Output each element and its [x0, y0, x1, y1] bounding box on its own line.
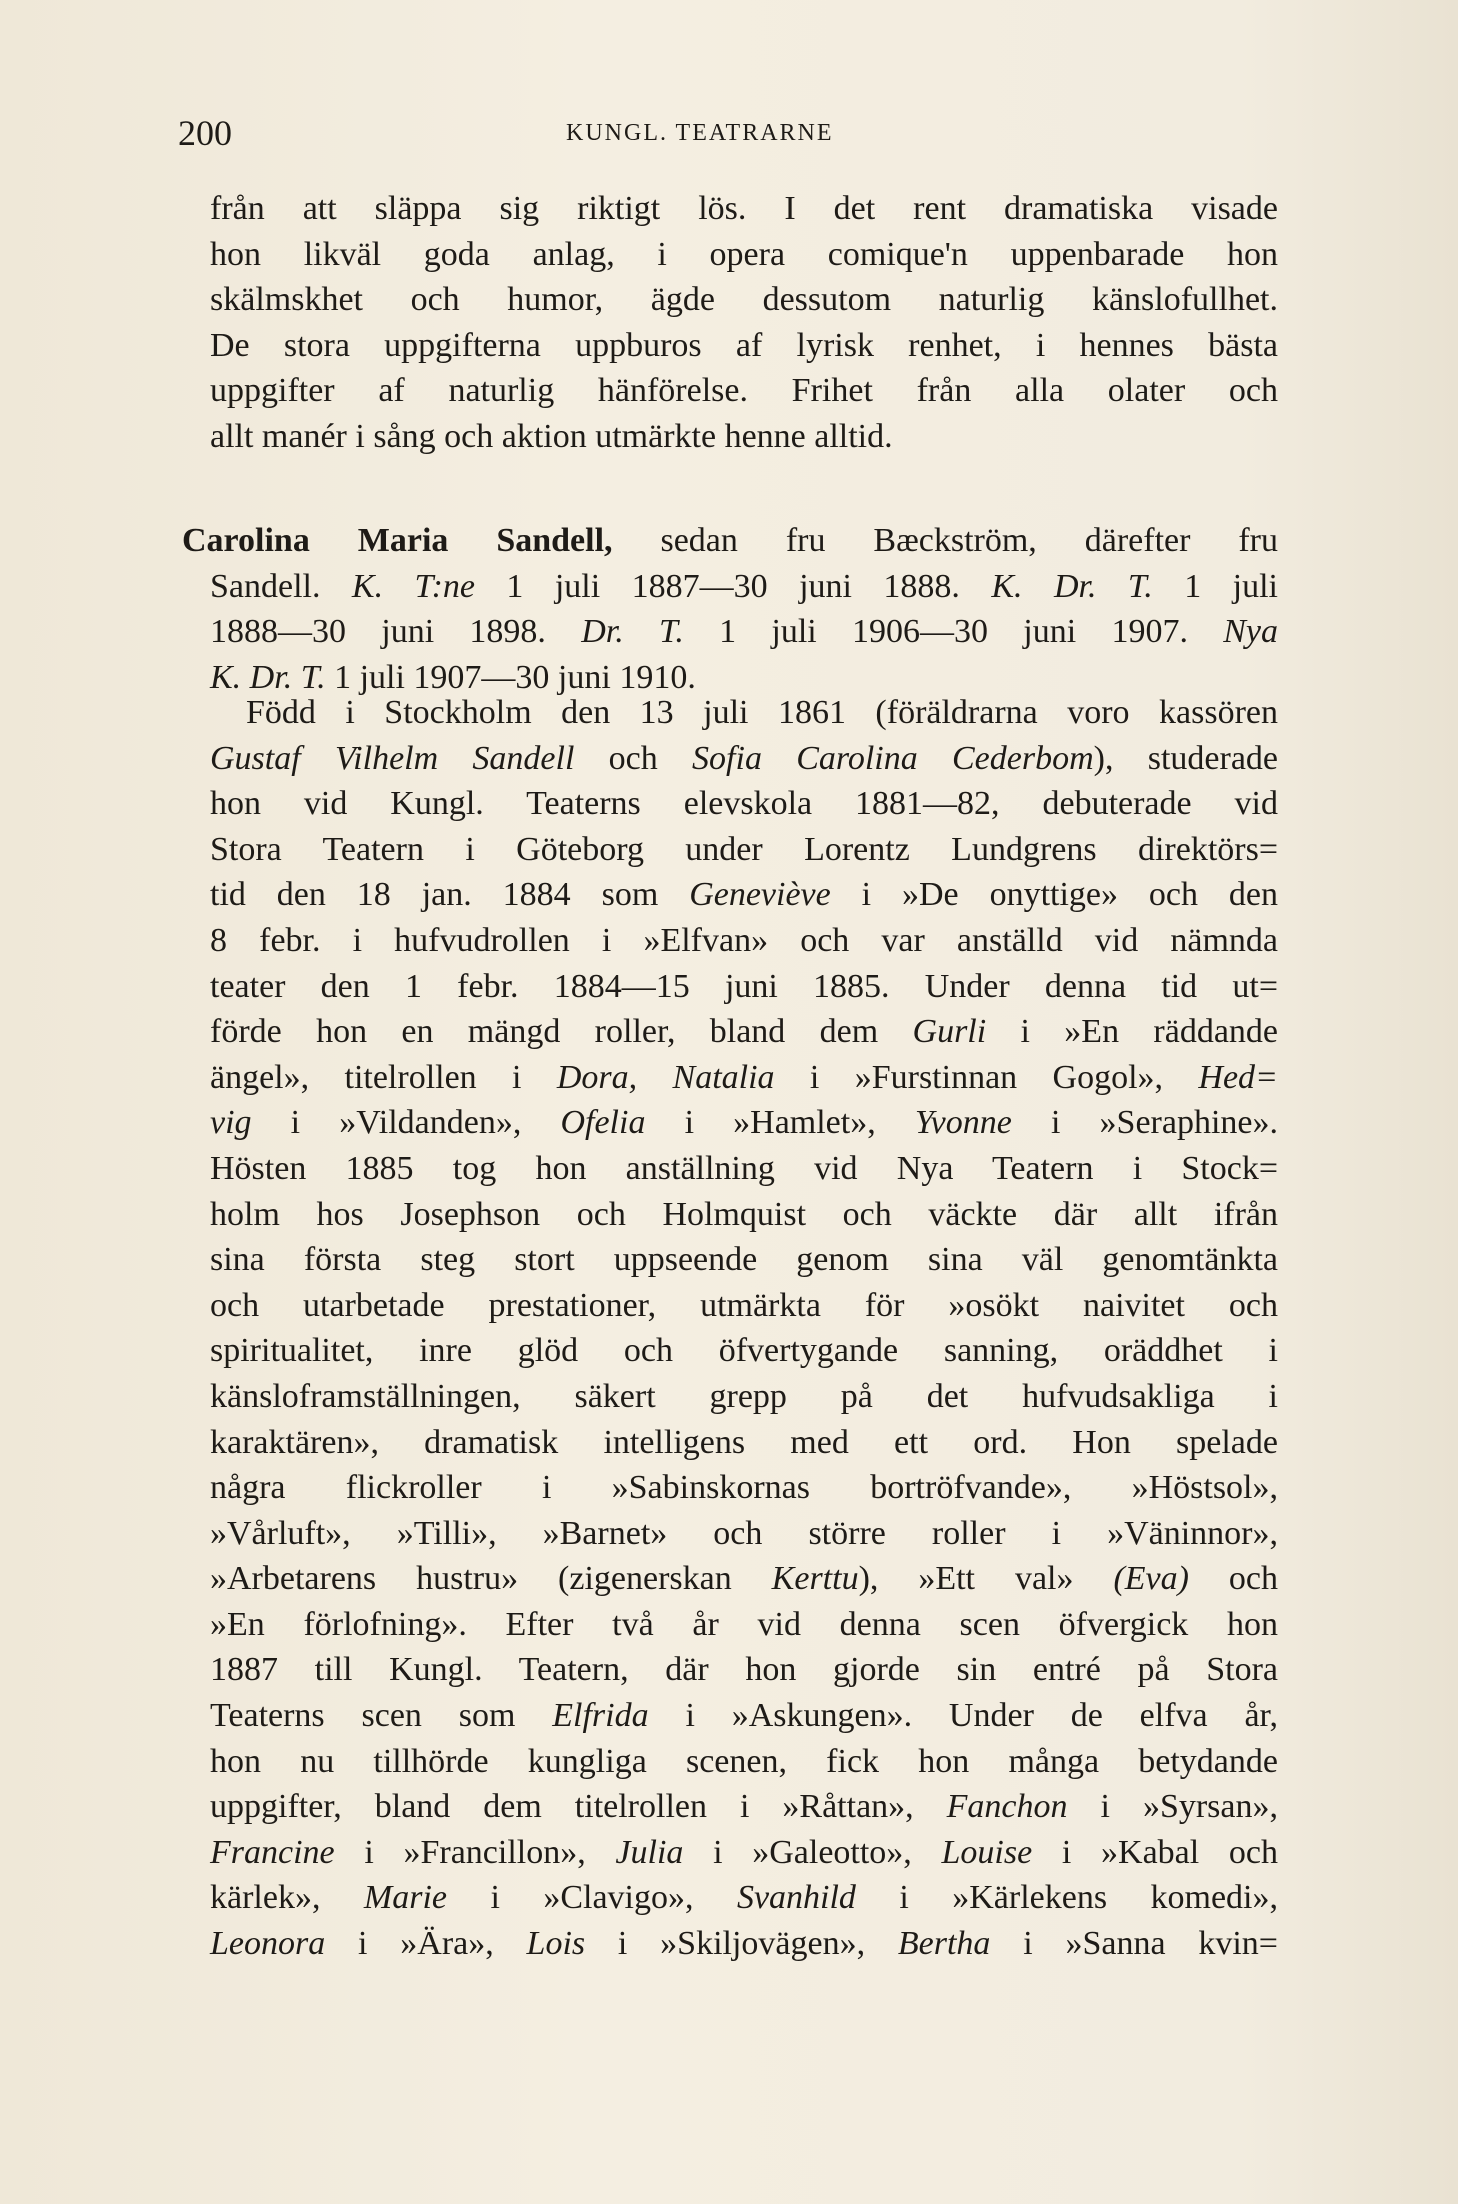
paragraph-3 [210, 690, 1278, 1967]
text-run: i »De onyttige» och den [830, 876, 1279, 914]
italic-text: (Eva) [1113, 1560, 1189, 1598]
text-run: i »Clavigo», [447, 1879, 737, 1917]
text-line [210, 1374, 1278, 1420]
text-run: »Vårluft», »Tilli», »Barnet» och större roller i »Väninnor», [210, 1514, 1278, 1552]
italic-text: Lois [526, 1925, 586, 1963]
text-line [210, 781, 1278, 827]
text-line [210, 1465, 1278, 1511]
text-run: Stora Teatern i Göteborg under Lorentz Lundgrens direktörs= [210, 830, 1278, 868]
text-line: hon likväl goda anlag, i opera comique'n uppenbarade hon [210, 235, 1278, 273]
text-line [210, 872, 1278, 918]
text-run: uppgifter, bland dem titelrollen i »Råttan», [210, 1788, 947, 1826]
italic-text: Ofelia [560, 1104, 646, 1142]
text-run: och [1188, 1560, 1278, 1598]
text-run: hon nu tillhörde kungliga scenen, fick hon många betydande [210, 1742, 1278, 1780]
text-run: i »Askungen». Under de elfva år, [648, 1697, 1278, 1735]
text-run: i »Galeotto», [683, 1833, 942, 1871]
running-head: KUNGL. TEATRARNE [566, 120, 834, 146]
text-line [210, 1647, 1278, 1693]
italic-text: Louise [941, 1833, 1033, 1871]
text-line [210, 964, 1278, 1010]
italic-text: K. T:ne [351, 567, 475, 605]
text-line [210, 1921, 1278, 1967]
italic-text: Fanchon [946, 1788, 1068, 1826]
text-run: 8 febr. i hufvudrollen i »Elfvan» och var anställd vid nämnda [210, 921, 1278, 959]
italic-text: K. Dr. T. [210, 658, 326, 696]
italic-text: Svanhild [736, 1879, 856, 1917]
text-run: Född i Stockholm den 13 juli 1861 (föräldrarna voro kassören [246, 694, 1278, 731]
italic-text: Francine [210, 1833, 335, 1871]
italic-text: Kerttu [771, 1560, 859, 1598]
text-line [210, 1055, 1278, 1101]
text-run: i »Kabal och [1032, 1833, 1279, 1871]
text-run: i »Francillon», [334, 1833, 616, 1871]
italic-text: Gurli [912, 1013, 987, 1051]
text-line [210, 1830, 1278, 1876]
text-line [210, 918, 1278, 964]
text-run: i »Seraphine». [1011, 1104, 1278, 1142]
text-run: kärlek», [210, 1879, 364, 1917]
text-line [210, 1556, 1278, 1602]
text-line: De stora uppgifterna uppburos af lyrisk renhet, i hennes bästa [210, 326, 1278, 364]
italic-text: Leonora [210, 1925, 326, 1963]
text-line [210, 1511, 1278, 1557]
text-run: karaktären», dramatisk intelligens med ett ord. Hon spelade [210, 1423, 1278, 1461]
italic-text: Elfrida [552, 1697, 649, 1735]
text-run: ängel», titelrollen i [210, 1058, 557, 1096]
italic-text: Hed= [1198, 1058, 1278, 1096]
italic-text: Nya [1223, 613, 1278, 651]
text-run: några flickroller i »Sabinskornas bortröfvande», »Höstsol», [210, 1469, 1278, 1507]
text-line [210, 1237, 1278, 1283]
page-number: 200 [178, 113, 232, 153]
text-run: hon vid Kungl. Teaterns elevskola 1881—82, debuterade vid [210, 785, 1278, 823]
text-line: allt manér i sång och aktion utmärkte henne alltid. [210, 417, 893, 455]
text-line [210, 827, 1278, 873]
text-run: förde hon en mängd roller, bland dem [210, 1013, 913, 1051]
text-run: 1 juli [1152, 567, 1278, 605]
text-run: i »Vildanden», [251, 1104, 561, 1142]
italic-text: Dora, Natalia [556, 1058, 775, 1096]
text-run: ), »Ett val» [858, 1560, 1114, 1598]
text-line [210, 1146, 1278, 1192]
text-run: känsloframställningen, säkert grepp på det hufvudsakliga i [210, 1377, 1278, 1415]
text-run: Hösten 1885 tog hon anställning vid Nya Teatern i Stock= [210, 1149, 1278, 1187]
text-run: Teaterns scen som [210, 1697, 553, 1735]
text-run: och [574, 739, 693, 777]
text-run: 1 juli 1907—30 juni 1910. [325, 658, 696, 696]
text-run: i »Sanna kvin= [990, 1925, 1278, 1963]
text-run: 1 juli 1906—30 juni 1907. [683, 613, 1224, 651]
text-run: spiritualitet, inre glöd och öfvertygande sanning, oräddhet i [210, 1332, 1278, 1370]
text-line [210, 1328, 1278, 1374]
text-run: i »Skiljovägen», [585, 1925, 898, 1963]
entry-line-2 [210, 564, 1278, 610]
italic-text: vig [210, 1104, 252, 1142]
italic-text: Yvonne [914, 1104, 1012, 1142]
italic-text: Marie [363, 1879, 447, 1917]
text-line [210, 1739, 1278, 1785]
entry-line-3 [210, 609, 1278, 655]
text-run: 1887 till Kungl. Teatern, där hon gjorde sin entré på Stora [210, 1651, 1278, 1689]
text-line: skälmskhet och humor, ägde dessutom naturlig känslofullhet. [210, 281, 1278, 319]
text-line: uppgifter af naturlig hänförelse. Frihet från alla olater och [210, 372, 1278, 410]
paragraph-1 [210, 186, 1278, 460]
text-run: i »Kärlekens komedi», [855, 1879, 1279, 1917]
text-line [210, 1602, 1278, 1648]
text-run: tid den 18 jan. 1884 som [210, 876, 690, 914]
italic-text: Bertha [897, 1925, 991, 1963]
text-run: i »Ära», [325, 1925, 527, 1963]
page-header [178, 112, 1278, 160]
italic-text: Sofia Carolina Cederbom [692, 739, 1094, 777]
text-run: holm hos Josephson och Holmquist och väckte där allt ifrån [210, 1195, 1278, 1233]
text-run: 1888—30 juni 1898. [210, 613, 582, 651]
entry-line-1 [182, 518, 1278, 564]
text-line [210, 1693, 1278, 1739]
text-line [210, 1283, 1278, 1329]
text-run: i »Hamlet», [645, 1104, 915, 1142]
text-line [210, 1100, 1278, 1146]
italic-text: Geneviève [689, 876, 831, 914]
text-line [210, 736, 1278, 782]
entry-heading [182, 518, 1279, 700]
text-line [210, 1875, 1278, 1921]
text-run: ), studerade [1093, 739, 1279, 777]
text-run: »Arbetarens hustru» (zigenerskan [210, 1560, 772, 1598]
text-run: Sandell. [210, 567, 352, 605]
italic-text: K. Dr. T. [991, 567, 1153, 605]
italic-text: Dr. T. [581, 613, 684, 651]
text-run: och utarbetade prestationer, utmärkta för »osökt naivitet och [210, 1286, 1278, 1324]
text-run: sina första steg stort uppseende genom sina väl genomtänkta [210, 1241, 1278, 1279]
text-line [210, 1784, 1278, 1830]
text-line [210, 1192, 1278, 1238]
entry-name-rest: sedan fru Bæckström, därefter fru [612, 522, 1279, 559]
text-run: 1 juli 1887—30 juni 1888. [474, 567, 992, 605]
text-run: i »Furstinnan Gogol», [774, 1058, 1199, 1096]
text-line [210, 1009, 1278, 1055]
text-line [210, 1420, 1278, 1466]
text-run: teater den 1 febr. 1884—15 juni 1885. Under denna tid ut= [210, 967, 1278, 1005]
entry-name: Carolina Maria Sandell, [182, 522, 613, 559]
italic-text: Gustaf Vilhelm Sandell [210, 739, 575, 777]
text-line [210, 690, 1278, 736]
text-run: i »En räddande [986, 1013, 1278, 1051]
text-run: »En förlofning». Efter två år vid denna scen öfvergick hon [210, 1605, 1278, 1643]
italic-text: Julia [615, 1833, 684, 1871]
text-line: från att släppa sig riktigt lös. I det rent dramatiska visade [210, 190, 1278, 227]
text-run: i »Syrsan», [1067, 1788, 1278, 1826]
